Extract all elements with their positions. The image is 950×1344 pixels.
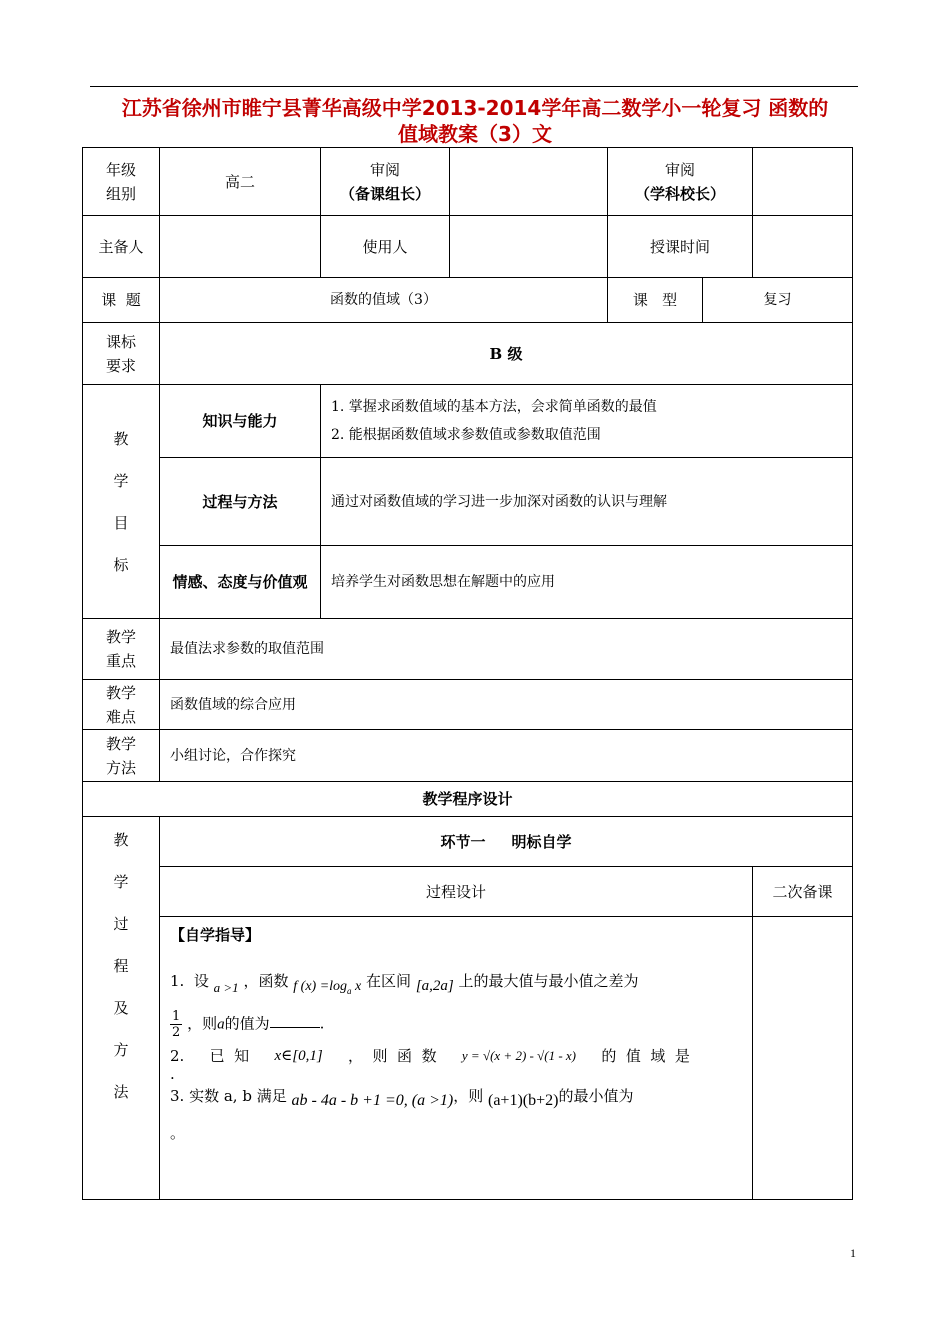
class-time-label: 授课时间 bbox=[608, 216, 753, 278]
document-title bbox=[82, 95, 868, 147]
question-1-continued: $\frac{1}{2}$ ，则a的值为 . bbox=[172, 1008, 325, 1040]
process-value: 通过对函数值域的学习进一步加深对函数的认识与理解 bbox=[321, 458, 853, 546]
user-label: 使用人 bbox=[321, 216, 450, 278]
lesson-plan-table bbox=[82, 147, 853, 1200]
preparer-value bbox=[160, 216, 321, 278]
knowledge-items bbox=[321, 385, 853, 458]
reviewer-1-value bbox=[450, 148, 608, 216]
question-1: 1. 设 a >1 ，函数 f $(x) =\log_a$ x 在区间 [a,2a] 上的最大值与最小值之差为 bbox=[170, 972, 639, 996]
question-2-end: . bbox=[170, 1064, 175, 1083]
knowledge-item-2: 2. 能根据函数值域求参数值或参数取值范围 bbox=[331, 427, 601, 443]
stage-row bbox=[83, 817, 853, 867]
key-point-label: 教学 重点 bbox=[83, 619, 160, 680]
standard-row bbox=[83, 323, 853, 385]
key-point-row bbox=[83, 619, 853, 680]
knowledge-label: 知识与能力 bbox=[160, 385, 321, 458]
grade-group-label: 年级 组别 bbox=[83, 148, 160, 216]
program-title-row bbox=[83, 782, 853, 817]
reviewer-2-value bbox=[753, 148, 853, 216]
method-value: 小组讨论，合作探究 bbox=[160, 730, 853, 782]
objectives-label: 教 学 目 标 bbox=[83, 385, 160, 619]
design-header-row bbox=[83, 867, 853, 917]
attitude-label: 情感、态度与价值观 bbox=[160, 546, 321, 619]
question-3: 3. 实数 a, b 满足 ab - 4a - b +1 =0, (a >1)，则 (a+1)(b+2)的最小值为 bbox=[170, 1086, 634, 1109]
attitude-value: 培养学生对函数思想在解题中的应用 bbox=[321, 546, 853, 619]
page-number: 1 bbox=[850, 1246, 856, 1260]
difficulty-row bbox=[83, 680, 853, 730]
grade-group-value: 高二 bbox=[160, 148, 321, 216]
type-label: 课 型 bbox=[608, 278, 703, 323]
process-vertical-label: 教 学 过 程 及 方 法 bbox=[83, 817, 160, 1200]
reviewer-1-label: 审阅 （备课组长） bbox=[321, 148, 450, 216]
knowledge-item-1: 1. 掌握求函数值域的基本方法，会求简单函数的最值 bbox=[331, 399, 657, 415]
answer-blank-1[interactable] bbox=[270, 1011, 320, 1028]
class-time-value bbox=[753, 216, 853, 278]
secondary-header: 二次备课 bbox=[753, 867, 853, 917]
question-2: 2. 已 知 x∈[0,1] ， 则 函 数 y = √(x + 2) - √(1 - x) 的 值 域 是 bbox=[170, 1046, 690, 1065]
reviewer-2-label: 审阅 （学科校长） bbox=[608, 148, 753, 216]
fraction-one-half: $\frac{1}{2}$ bbox=[172, 1008, 181, 1040]
header-rule bbox=[90, 86, 858, 87]
process-label: 过程与方法 bbox=[160, 458, 321, 546]
difficulty-label: 教学 难点 bbox=[83, 680, 160, 730]
method-label: 教学 方法 bbox=[83, 730, 160, 782]
objective-process-row bbox=[83, 458, 853, 546]
difficulty-value: 函数值域的综合应用 bbox=[160, 680, 853, 730]
question-3-end: 。 bbox=[170, 1123, 186, 1142]
topic-value: 函数的值域（3） bbox=[160, 278, 608, 323]
guide-title: 【自学指导】 bbox=[170, 926, 261, 944]
header-row-1 bbox=[83, 148, 853, 216]
stage-title: 环节一 明标自学 bbox=[160, 817, 853, 867]
exercise-row bbox=[83, 917, 853, 1200]
title-line-1: 江苏省徐州市睢宁县菁华高级中学2013-2014学年高二数学小一轮复习 函数的 bbox=[121, 96, 829, 120]
q1-function: f $(x) =\log_a$ x bbox=[293, 979, 362, 996]
user-value bbox=[450, 216, 608, 278]
secondary-prep-cell bbox=[753, 917, 853, 1200]
topic-row bbox=[83, 278, 853, 323]
objective-knowledge-row bbox=[83, 385, 853, 458]
exercise-content bbox=[160, 917, 753, 1200]
objective-attitude-row bbox=[83, 546, 853, 619]
type-value: 复习 bbox=[703, 278, 853, 323]
key-point-value: 最值法求参数的取值范围 bbox=[160, 619, 853, 680]
header-row-2 bbox=[83, 216, 853, 278]
design-header: 过程设计 bbox=[160, 867, 753, 917]
standard-value: B 级 bbox=[160, 323, 853, 385]
topic-label: 课 题 bbox=[83, 278, 160, 323]
standard-label: 课标 要求 bbox=[83, 323, 160, 385]
title-line-2: 值域教案（3）文 bbox=[398, 122, 552, 146]
method-row bbox=[83, 730, 853, 782]
preparer-label: 主备人 bbox=[83, 216, 160, 278]
program-title: 教学程序设计 bbox=[83, 782, 853, 817]
